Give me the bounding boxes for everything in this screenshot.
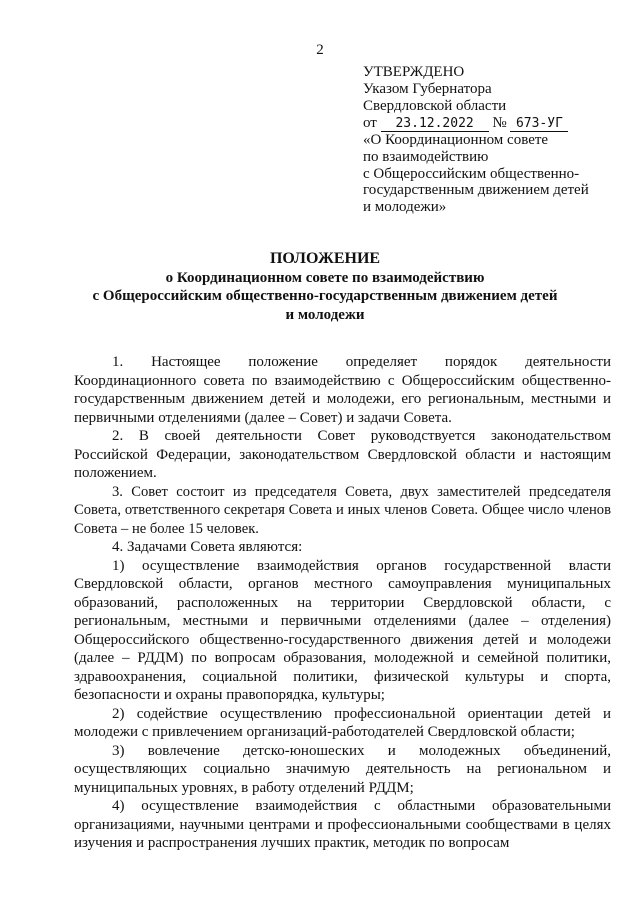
- page-number: 2: [316, 42, 324, 58]
- paragraph-4-item-1: 1) осуществление взаимодействия органов государственной власти Свердловской области, органов местного самоуправления муниципальных образований, расположенных на территории Свердловской области, с региональным, местными и первичными отделениями (далее – отделения) Общероссийского общественно-государственного движения детей и молодежи (далее – РДДМ) по вопросам образования, молодежной и семейной политики, здравоохранения, социальной политики, физической культуры и спорта, безопасности и охраны правопорядка, культуры;: [74, 557, 611, 703]
- title-main: ПОЛОЖЕНИЕ: [269, 250, 381, 267]
- approval-stamp: [363, 64, 623, 216]
- paragraph-4-item-3: 3) вовлечение детско-юношеских и молодежных объединений, осуществляющих социально значимую деятельность на региональном и муниципальных уровнях, в работу отделений РДДМ;: [74, 742, 611, 796]
- paragraph-3: 3. Совет состоит из председателя Совета, двух заместителей председателя Совета, ответственного секретаря Совета и иных членов Совета. Общее число членов Совета – не более 15 человек.: [74, 483, 611, 537]
- decree-subject-line: государственным движением детей: [363, 182, 589, 199]
- paragraph-4-item-4: 4) осуществление взаимодействия с областными образовательными организациями, научными центрами и профессиональными сообществами в целях изучения и распространения лучших практик, методик по вопросам: [74, 798, 611, 851]
- decree-subject-line: по взаимодействию: [363, 148, 489, 165]
- paragraph-1: 1. Настоящее положение определяет порядок деятельности Координационного совета по взаимодействию с Общероссийским общественно-государственным движением детей и молодежи, его региональным, местными и первичными отделениями (далее – Совет) и задачи Совета.: [74, 354, 611, 426]
- decree-date: 23.12.2022: [381, 117, 489, 132]
- number-prefix: №: [492, 114, 507, 131]
- document-title: [60, 250, 590, 324]
- approval-region: Свердловской области: [363, 97, 507, 114]
- date-prefix: от: [363, 114, 377, 131]
- decree-subject-line: с Общероссийским общественно-: [363, 165, 580, 182]
- decree-subject-line: «О Координационном совете: [363, 131, 549, 148]
- document-body: [74, 353, 611, 853]
- approval-heading: УТВЕРЖДЕНО: [363, 64, 465, 80]
- approval-issuer: Указом Губернатора: [363, 80, 492, 97]
- approval-date-line: [363, 115, 623, 132]
- paragraph-2: 2. В своей деятельности Совет руководствуется законодательством Российской Федерации, законодательством Свердловской области и настоящим положением.: [74, 428, 611, 481]
- paragraph-4-item-2: 2) содействие осуществлению профессиональной ориентации детей и молодежи с привлечением организаций-работодателей Свердловской области;: [74, 705, 611, 740]
- paragraph-4: 4. Задачами Совета являются:: [112, 539, 303, 555]
- title-line: и молодежи: [285, 306, 365, 323]
- title-line: о Координационном совете по взаимодействию: [165, 269, 485, 286]
- decree-number: 673-УГ: [510, 117, 568, 132]
- decree-subject-line: и молодежи»: [363, 199, 447, 216]
- title-line: с Общероссийским общественно-государственным движением детей: [92, 288, 558, 304]
